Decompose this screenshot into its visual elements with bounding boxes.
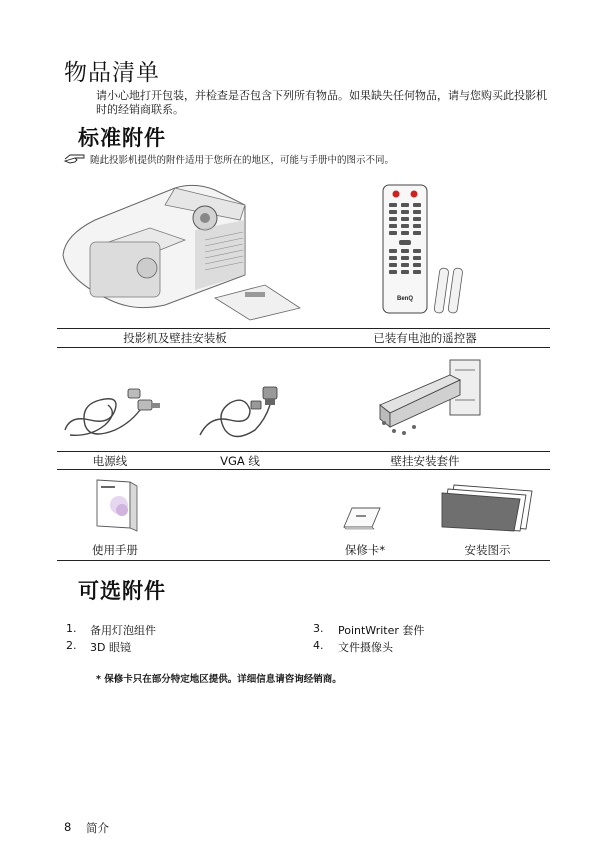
optional-item-1-number: 1. [66, 622, 77, 635]
row2-top-rule [57, 451, 550, 452]
optional-item-3-number: 3. [313, 622, 324, 635]
projector-image [55, 180, 305, 320]
pointing-hand-icon [64, 153, 86, 165]
wall-mount-kit-image [370, 355, 490, 445]
row1-rule [57, 347, 550, 348]
note-row [64, 152, 394, 166]
power-cord-caption: 电源线 [92, 454, 128, 468]
vga-cable-caption: VGA 线 [220, 454, 260, 468]
user-manual-image [92, 478, 142, 533]
vga-cable-image [195, 385, 295, 445]
remote-caption: 已装有电池的遥控器 [373, 331, 477, 345]
wall-mount-kit-caption: 壁挂安装套件 [390, 454, 460, 468]
optional-item-1-label: 备用灯泡组件 [90, 624, 156, 637]
projector-caption: 投影机及壁挂安装板 [123, 331, 227, 345]
table-bottom-rule [57, 560, 550, 561]
optional-item-2-number: 2. [66, 639, 77, 652]
page-title: 物品清单 [64, 60, 160, 86]
page-number: 8 [64, 820, 72, 834]
optional-item-4-number: 4. [313, 639, 324, 652]
intro-text: 请小心地打开包装，并检查是否包含下列所有物品。如果缺失任何物品，请与您购买此投影机时的经销商联系。 [96, 89, 547, 116]
standard-accessories-heading: 标准附件 [78, 126, 166, 150]
optional-accessories-heading: 可选附件 [78, 579, 166, 603]
warranty-card-caption: 保修卡* [344, 543, 386, 557]
note-text: 随此投影机提供的附件适用于您所在的地区，可能与手册中的图示不同。 [90, 155, 395, 166]
user-manual-caption: 使用手册 [92, 543, 138, 557]
install-diagram-caption: 安装图示 [464, 543, 511, 557]
optional-item-4-label: 文件摄像头 [338, 641, 393, 654]
optional-item-3-label: PointWriter 套件 [338, 624, 425, 637]
table-top-rule [57, 328, 550, 329]
remote-control-image [380, 183, 490, 318]
installation-diagram-image [440, 483, 535, 533]
row2-rule [57, 469, 550, 470]
power-cord-image [60, 385, 170, 445]
remote-brand-label: BenQ [396, 296, 414, 302]
warranty-card-image [342, 505, 382, 530]
section-name: 简介 [86, 821, 109, 835]
footnote: * 保修卡只在部分特定地区提供。详细信息请咨询经销商。 [96, 674, 342, 685]
optional-item-2-label: 3D 眼镜 [90, 641, 131, 654]
